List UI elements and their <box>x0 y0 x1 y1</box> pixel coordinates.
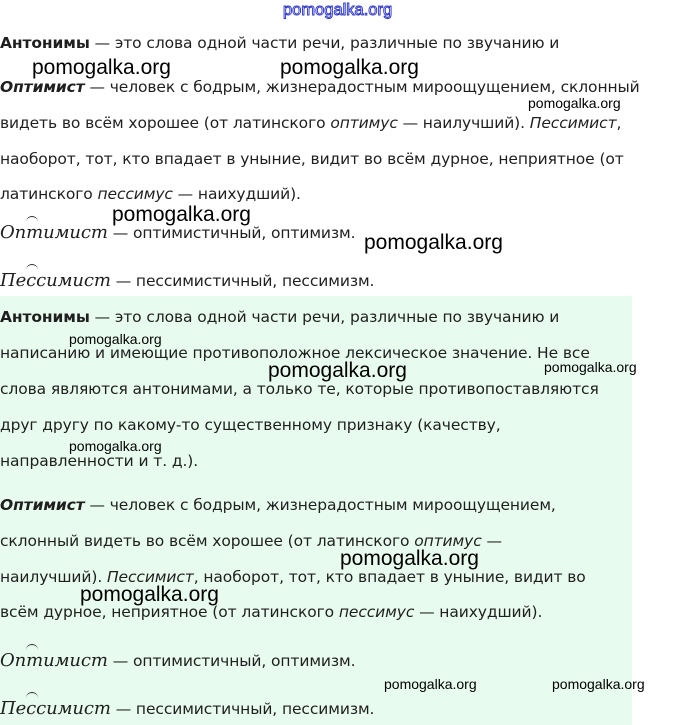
green-line-8: наилучший). Пессимист, наоборот, тот, кто впадает в уныние, видит во <box>0 568 586 586</box>
watermark: pomogalka.org <box>364 231 503 254</box>
watermark: pomogalka.org <box>80 583 219 606</box>
green-line-2: написанию и имеющие противоположное лексическое значение. Не все <box>0 344 590 362</box>
arc-mark <box>26 644 38 651</box>
script-word-pessimist: Пессимист <box>0 698 111 719</box>
top-line-7: Пессимист — пессимистичный, пессимизм. <box>0 270 374 291</box>
green-line-5: направленности и т. д.). <box>0 452 199 470</box>
watermark: pomogalka.org <box>112 203 251 226</box>
watermark: pomogalka.org <box>69 438 162 454</box>
top-line-4: наоборот, тот, кто впадает в уныние, видит во всём дурное, неприятное (от <box>0 150 624 168</box>
watermark: pomogalka.org <box>528 95 621 111</box>
watermark: pomogalka.org <box>544 359 637 375</box>
arc-mark <box>26 264 38 271</box>
watermark: pomogalka.org <box>32 56 171 79</box>
watermark: pomogalka.org <box>280 56 419 79</box>
watermark: pomogalka.org <box>283 1 393 19</box>
top-line-1: Антонимы — это слова одной части речи, различные по звучанию и <box>0 34 560 52</box>
top-line-2: Оптимист — человек с бодрым, жизнерадостным мироощущением, склонный <box>0 78 640 96</box>
script-word-optimist: Оптимист <box>0 650 108 671</box>
top-line-3: видеть во всём хорошее (от латинского оптимус — наилучший). Пессимист, <box>0 114 622 132</box>
green-line-1: Антонимы — это слова одной части речи, различные по звучанию и <box>0 308 560 326</box>
script-word-optimist: Оптимист <box>0 222 108 243</box>
green-line-10: Оптимист — оптимистичный, оптимизм. <box>0 650 355 671</box>
green-line-7: склонный видеть во всём хорошее (от латинского оптимус — <box>0 532 502 550</box>
watermark: pomogalka.org <box>69 331 162 347</box>
green-line-4: друг другу по какому-то существенному признаку (качеству, <box>0 416 501 434</box>
green-line-3: слова являются антонимами, а только те, которые противопоставляются <box>0 380 599 398</box>
top-line-5: латинского пессимус — наихудший). <box>0 185 301 203</box>
arc-mark <box>26 216 38 223</box>
script-word-pessimist: Пессимист <box>0 270 111 291</box>
watermark: pomogalka.org <box>340 547 479 570</box>
green-line-6: Оптимист — человек с бодрым, жизнерадостным мироощущением, <box>0 496 556 514</box>
green-line-11: Пессимист — пессимистичный, пессимизм. <box>0 698 374 719</box>
green-line-9: всём дурное, неприятное (от латинского пессимус — наихудший). <box>0 603 543 621</box>
watermark: pomogalka.org <box>384 676 477 692</box>
watermark: pomogalka.org <box>552 676 645 692</box>
watermark: pomogalka.org <box>268 359 407 382</box>
arc-mark <box>26 692 38 699</box>
top-line-6: Оптимист — оптимистичный, оптимизм. <box>0 222 355 243</box>
